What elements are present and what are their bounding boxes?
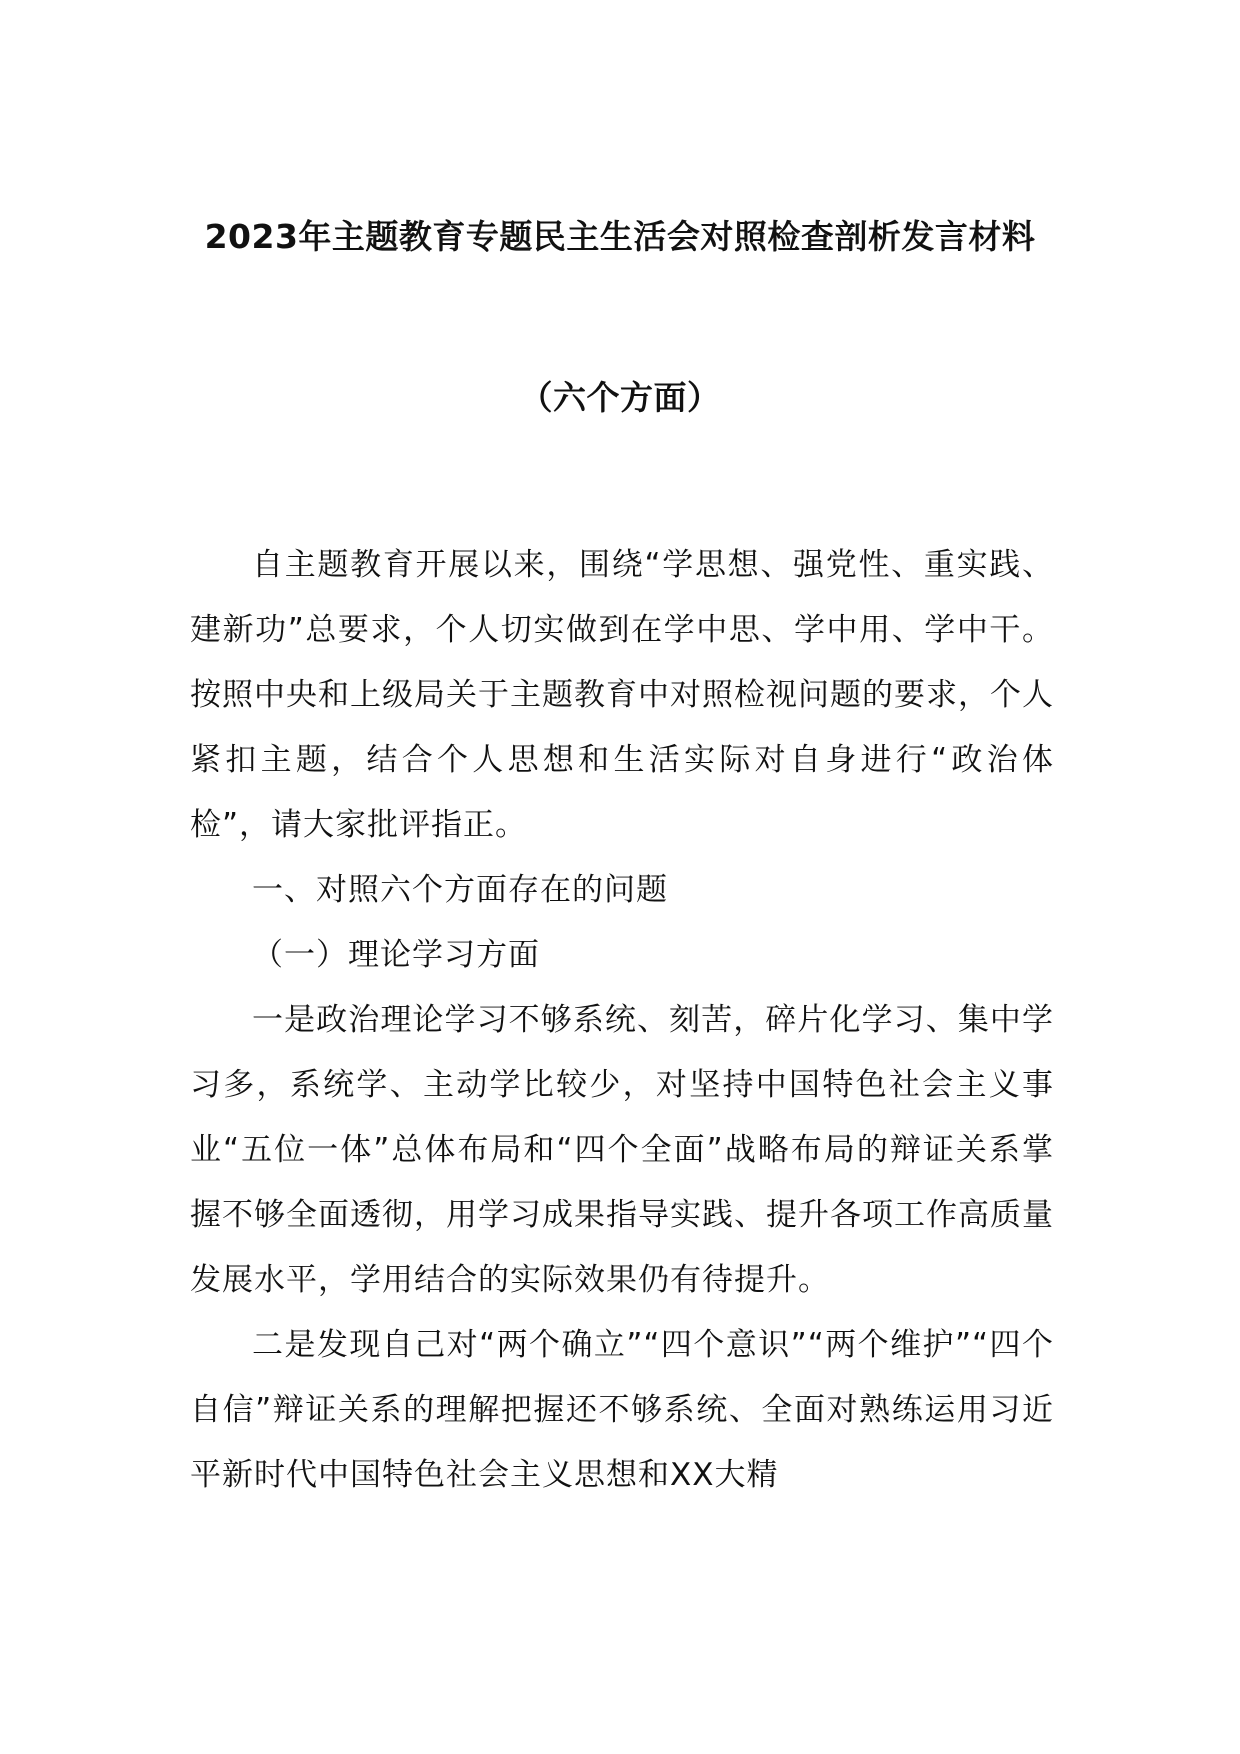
document-body bbox=[190, 533, 1054, 1508]
section-heading: 一、对照六个方面存在的问题 bbox=[252, 872, 668, 908]
point-one-paragraph: 一是政治理论学习不够系统、刻苦，碎片化学习、集中学习多，系统学、主动学比较少，对坚持中国特色社会主义事业“五位一体”总体布局和“四个全面”战略布局的辩证关系掌握不够全面透彻，用学习成果指导实践、提升各项工作高质量发展水平，学用结合的实际效果仍有待提升。 bbox=[190, 1002, 1054, 1298]
intro-paragraph: 自主题教育开展以来，围绕“学思想、强党性、重实践、建新功”总要求，个人切实做到在学中思、学中用、学中干。按照中央和上级局关于主题教育中对照检视问题的要求，个人紧扣主题，结合个人思想和生活实际对自身进行“政治体检”，请大家批评指正。 bbox=[190, 547, 1054, 843]
subsection-heading: （一）理论学习方面 bbox=[252, 937, 540, 973]
point-two-paragraph: 二是发现自己对“两个确立”“四个意识”“两个维护”“四个自信”辩证关系的理解把握还不够系统、全面对熟练运用习近平新时代中国特色社会主义思想和XX大精 bbox=[190, 1327, 1054, 1493]
document-subtitle: （六个方面） bbox=[519, 378, 721, 417]
document-title: 2023年主题教育专题民主生活会对照检查剖析发言材料 bbox=[204, 217, 1036, 256]
